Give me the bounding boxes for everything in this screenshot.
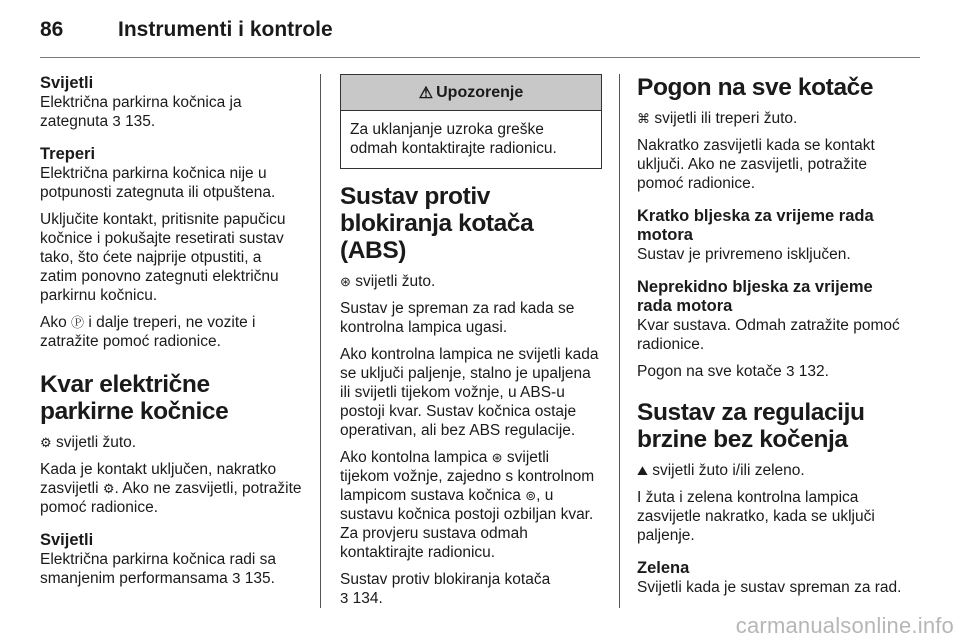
page-title: Instrumenti i kontrole xyxy=(118,18,333,41)
column-divider-1 xyxy=(320,74,321,608)
subheading-neprekidno: Neprekidno bljeska za vrijeme rada motora xyxy=(637,278,873,315)
paragraph xyxy=(340,448,602,562)
page-header xyxy=(40,18,333,48)
warning-text: Za uklanjanje uzroka greške odmah kontaktirajte radionicu. xyxy=(350,121,557,157)
heading-kvar-parkirne: Kvar električne parkirne kočnice xyxy=(40,371,229,425)
paragraph xyxy=(40,93,302,131)
page-ref-arrow-icon: 3 xyxy=(232,570,241,587)
paragraph xyxy=(40,313,302,351)
subheading-svijetli: Svijetli xyxy=(40,74,94,92)
text: svijetli žuto. xyxy=(355,273,436,290)
paragraph xyxy=(637,461,905,480)
text: Kada je kontakt uključen, nakratko zasvijetli xyxy=(40,461,277,497)
awd-icon: ⌘ xyxy=(637,111,650,126)
paragraph: Sustav je privremeno isključen. xyxy=(637,246,851,263)
page-ref-link[interactable]: 132. xyxy=(798,363,829,380)
paragraph xyxy=(340,272,602,291)
page-ref-link[interactable]: 134. xyxy=(352,590,383,607)
paragraph xyxy=(637,109,905,128)
text: i dalje treperi, ne vozite i zatražite pomoć radionice. xyxy=(40,314,256,350)
page-ref-link[interactable]: 135. xyxy=(244,570,275,587)
subheading-kratko: Kratko bljeska za vrijeme rada motora xyxy=(637,207,874,244)
paragraph: Sustav je spreman za rad kada se kontrolna lampica ugasi. xyxy=(340,300,575,336)
warning-header xyxy=(341,75,601,111)
text: , u sustavu kočnica postoji ozbiljan kvar. Za provjeru sustava odmah kontaktirajte radionicu. xyxy=(340,487,594,561)
column-divider-2 xyxy=(619,74,620,608)
text: svijetli žuto. xyxy=(55,434,137,451)
paragraph: Svijetli kada je sustav spreman za rad. xyxy=(637,579,902,596)
text: Ako xyxy=(40,314,67,331)
page-number: 86 xyxy=(40,18,64,41)
header-divider xyxy=(40,57,920,58)
paragraph xyxy=(340,570,602,608)
paragraph: Nakratko zasvijetli kada se kontakt uključi. Ako ne zasvijetli, potražite pomoć radionice. xyxy=(637,137,875,192)
heading-hdc: Sustav za regulaciju brzine bez kočenja xyxy=(637,399,865,453)
watermark: carmanualsonline.info xyxy=(735,613,954,638)
text: Električna parkirna kočnica ja zategnuta xyxy=(40,94,242,130)
paragraph: Uključite kontakt, pritisnite papučicu kočnice i pokušajte resetirati sustav tako, što ćete najprije otpustiti, a zatim ponovno zategnuti električnu parkirnu kočnicu. xyxy=(40,211,286,304)
paragraph: Električna parkirna kočnica nije u potpunosti zategnuta ili otpuštena. xyxy=(40,165,276,201)
text: . Ako ne zasvijetli, potražite pomoć radionice. xyxy=(40,480,302,516)
warning-title: Upozorenje xyxy=(436,83,524,101)
text: Sustav protiv blokiranja kotača xyxy=(340,571,551,588)
text: Električna parkirna kočnica radi sa smanjenim performansama xyxy=(40,551,277,587)
page-ref-arrow-icon: 3 xyxy=(786,363,795,380)
paragraph xyxy=(40,433,302,452)
subheading-svijetli-2: Svijetli xyxy=(40,531,94,549)
column-middle xyxy=(340,74,602,608)
page-ref-arrow-icon: 3 xyxy=(112,113,121,130)
subheading-treperi: Treperi xyxy=(40,145,96,163)
text: svijetli tijekom vožnje, zajedno s kontrolnom lampicom sustava kočnica xyxy=(340,449,595,504)
text: Ako kontolna lampica xyxy=(340,449,488,466)
abs-icon: ⊛ xyxy=(340,274,351,289)
page-ref-arrow-icon: 3 xyxy=(340,590,349,607)
hill-descent-icon: ⛰ xyxy=(637,463,648,478)
heading-abs: Sustav protiv blokiranja kotača (ABS) xyxy=(340,183,534,264)
column-left xyxy=(40,74,302,588)
paragraph xyxy=(40,460,302,517)
subheading-zelena: Zelena xyxy=(637,559,690,577)
parking-brake-fault-icon: ⚙ xyxy=(40,435,52,450)
text: svijetli ili treperi žuto. xyxy=(654,110,798,127)
brake-system-icon: ⊚ xyxy=(525,488,537,503)
paragraph: I žuta i zelena kontrolna lampica zasvijetle nakratko, kada se uključi paljenje. xyxy=(637,489,875,544)
warning-box xyxy=(340,74,602,169)
paragraph: Kvar sustava. Odmah zatražite pomoć radionice. xyxy=(637,317,900,353)
heading-awd: Pogon na sve kotače xyxy=(637,74,874,101)
abs-icon: ⊛ xyxy=(491,450,503,465)
paragraph xyxy=(40,550,302,588)
page-ref-link[interactable]: 135. xyxy=(125,113,156,130)
warning-triangle-icon: ⚠ xyxy=(418,84,434,102)
text: svijetli žuto i/ili zeleno. xyxy=(652,462,805,479)
column-right xyxy=(637,74,905,597)
paragraph xyxy=(637,362,905,381)
parking-brake-icon: Ⓟ xyxy=(71,315,85,330)
paragraph: Ako kontrolna lampica ne svijetli kada se uključi paljenje, stalno je upaljena ili svijetli tijekom vožnje, u ABS-u postoji kvar. Sustav kočnica ostaje operativan, ali bez ABS regulacije. xyxy=(340,346,599,439)
parking-brake-fault-icon: ⚙ xyxy=(102,481,115,496)
text: Pogon na sve kotače xyxy=(637,363,782,380)
